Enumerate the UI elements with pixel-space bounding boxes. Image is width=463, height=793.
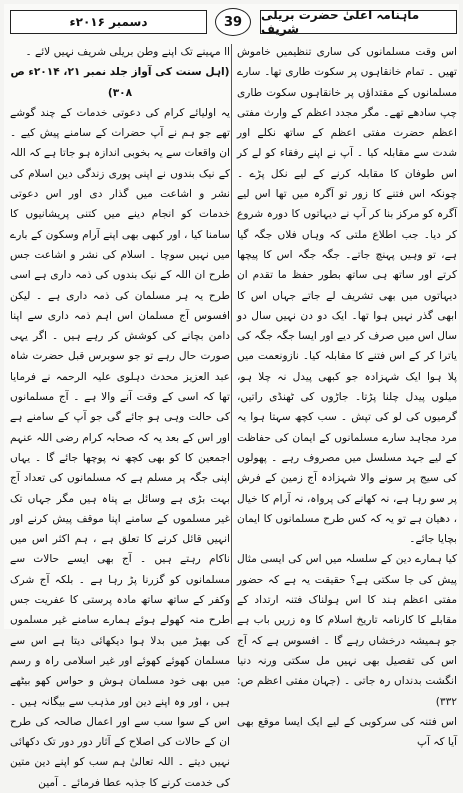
right-paragraph-3: اس فتنہ کی سرکوبی کے لیے ایک ایسا موقع بھی آیا کہ آپ (237, 715, 457, 749)
page-number-badge (215, 8, 251, 36)
right-text-column (237, 42, 457, 749)
issue-date-box (10, 10, 207, 34)
page-number: 39 (223, 14, 243, 30)
issue-date: دسمبر ۲۰۱۶ء (69, 15, 148, 29)
magazine-title-box (260, 10, 457, 34)
left-paragraph-2: یہ اولیائے کرام کی دعوتی خدمات کے چند گوشے تھے جو ہم نے آپ حضرات کے سامنے پیش کیے ۔ ان واقعات سے یہ بخوبی اندازہ ہو جاتا ہے کہ اللہ کے نیک بندوں نے اپنی پوری زندگی دین اسلام کی نشر و اشاعت میں گذار دی اور اس دعوتی خدمات کو انجام دینے میں کتنی پریشانیوں کا سامنا کیا ، اور کبھی بھی اپنے آرام وسکون کے بارے میں نہیں سوچا ۔ اسلام کی نشر و اشاعت جس طرح ان اللہ کے نیک بندوں کی ذمہ داری ہے اسی طرح یہ ہر مسلمان کی ذمہ داری ہے ۔ لیکن افسوس آج مسلمان اس اہم ذمہ داری سے اپنا دامن بچانے کی کوشش کر رہے ہیں ۔ اگر یہی صورت حال رہے تو جو سوبرس قبل حضرت شاہ عبد العزیز محدث دہلوی علیہ الرحمہ نے فرمایا تھا کہ اسی کے وقت آنے والا ہے ۔ آج مسلمانوں کی حالت وہی ہو جائے گی جو آپ کے سامنے ہے اور اس کے بعد یہ کہ صحابہ کرام رضی اللہ عنہم اجمعین کا کو بھی کچھ نہ پوچھا جائے گا ۔ یہاں اپنی جگہ پر مسلم ہے کہ مسلمانوں کی تعداد آج بہت بڑی ہے وسائل بے پناہ ہیں مگر جہاں تک غیر مسلموں کے سامنے اپنا موقف پیش کرنے اور انہیں قائل کرنے کا تعلق ہے ، ہم اکثر اس میں ناکام رہتے ہیں ۔ آج بھی ایسے حالات سے مسلمانوں کو گزرنا پڑ رہا ہے ۔ بلکہ آج شرک وکفر کے ساتھ ساتھ مادہ پرستی کا عفریت جس طرح منہ کھولے ہوئے ہمارے سامنے غیر مسلموں کی بھیڑ میں بدلا ہوا دیکھائی دیتا ہے اس سے مسلمان کھوئے کھوئے اور غیر اسلامی راہ و رسم میں بھی خود مسلمان ہوش و حواس کھو بیٹھے ہیں ، اور وہ اپنے دین اور مذہب سے بیگانہ ہیں ۔ اس کے سوا سب سے اور اعمال صالحہ کی طرح ان کے حالات کی اصلاح کے آثار دور دور تک دکھائی نہیں دیتے ۔ اللہ تعالیٰ ہم سب کو اپنے دین متین کی خدمت کرنے کا جذبہ عطا فرمائے ۔ آمین (9, 106, 230, 789)
right-paragraph-1: اس وقت مسلمانوں کی ساری تنظیمیں خاموش تھیں ۔ تمام خانقاہوں پر سکوت طاری تھا۔ سارے مسلمانوں کے مقتداؤں پر خانقاہوں سکوت طاری چپ سادھے تھے۔ مگر مجدد اعظم کے وارث مفتی اعظم حضرت مفتی اعظم کے ساتھ نکلے اور شدت سے مقابلہ کیا ۔ آپ نے اپنے رفقاء کو لے کر اس طوفان کا مقابلہ کرنے کے لیے نکل پڑے ۔ چونکہ اس فتنے کا زور تو آگرہ میں تھا اس لیے آگرہ کو مرکز بنا کر آپ نے دیہاتوں کا دورہ شروع کر دیا۔ جب اطلاع ملتی کہ وہاں فلاں جگہ گیا ہے، تو وہیں پہنچ جاتے۔ جگہ جگہ اس کا پیچھا کرتے اور ساتھ ہی ساتھ بطور حفظ ما تقدم ان دیہاتوں میں بھی تشریف لے جاتے جہاں اس کا ابھی گذر نہیں ہوا تھا۔ ایک دو دن نہیں سال دو سال اس میں صرف کر دیے اور ایسا جگہ جگہ کی یاترا کر کے اس فتنے کا مقابلہ کیا۔ نازونعمت میں پلا ہوا ایک شہزادہ جو کبھی پیدل نہ چلا ہو، میلوں پیدل چلنا پڑتا۔ جاڑوں کی ٹھنڈی راتیں، گرمیوں کی لو کی تپش ۔ سب کچھ سہتا ہوا یہ مرد مجاہد سارے مسلمانوں کے ایمان کی حفاظت کے لیے جہد مسلسل میں مصروف رہے ۔ پھولوں کی سیج پر سونے والا شہزادہ آج زمین کے فرش پر سو رہا ہے، نہ کھانے کی پرواہ، نہ آرام کا خیال ، دھیان ہے تو یہ کہ کس طرح مسلمانوں کا ایمان بچایا جائے۔ (237, 46, 457, 546)
magazine-title: ماہنامہ اعلیٰ حضرت بریلی شریف (261, 8, 420, 36)
right-paragraph-2: کیا ہمارے دین کے سلسلہ میں اس کی ایسی مثال پیش کی جا سکتی ہے؟ حقیقت یہ ہے کہ حضور مفتی اعظم ہند کا اس ہولناک فتنہ ارتداد کے مقابلے کا کارنامہ تاریخ اسلام کا وہ زریں باب ہے جو ہمیشہ درخشاں رہے گا ۔ افسوس ہے کہ آج اس کی تفصیل بھی نہیں مل سکتی ورنہ دنیا انگشت بدنداں رہ جاتی ۔ (جہان مفتی اعظم ص: ۳۳۲) (237, 553, 457, 708)
left-text-column (9, 42, 230, 789)
column-divider (231, 44, 232, 624)
page-header (4, 4, 459, 40)
magazine-page (4, 4, 459, 789)
source-citation: (اہل سنت کی آواز جلد نمبر ۲۱، ۲۰۱۴ء ص ۳۰۸) (10, 66, 230, 99)
left-paragraph-1: اا مہینے تک اپنے وطن بریلی شریف نہیں لائے ۔ (25, 46, 230, 58)
